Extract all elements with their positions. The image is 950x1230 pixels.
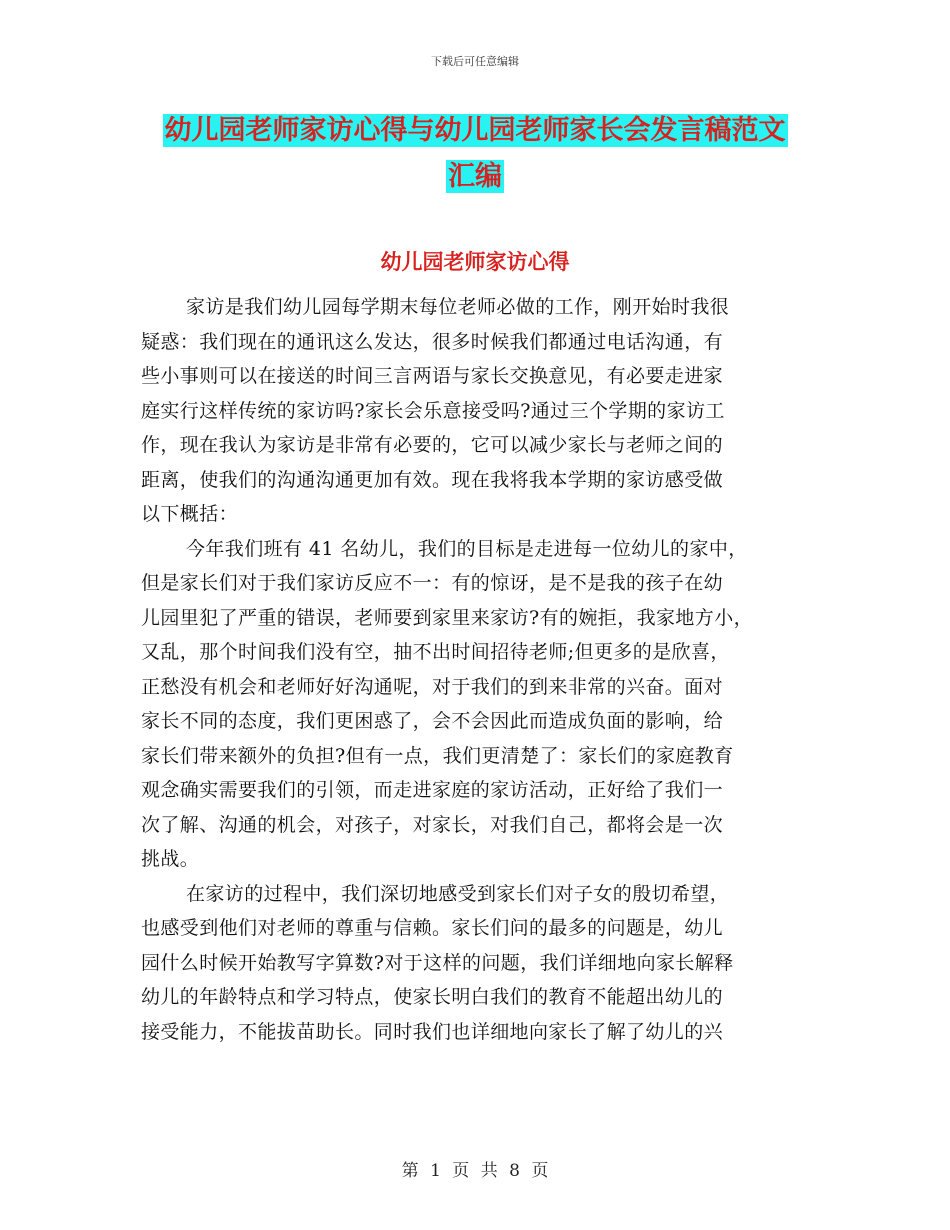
text-line: 疑惑：我们现在的通讯这么发达，很多时候我们都通过电话沟通，有 xyxy=(141,330,724,353)
text-line: 正愁没有机会和老师好好沟通呢，对于我们的到来非常的兴奋。面对 xyxy=(141,675,724,698)
text-line: 作，现在我认为家访是非常有必要的，它可以减少家长与老师之间的 xyxy=(141,434,724,456)
text-line: 次了解、沟通的机会，对孩子，对家长，对我们自己，都将会是一次 xyxy=(141,813,724,836)
paragraph-2 xyxy=(141,532,821,877)
paragraph-1 xyxy=(141,290,821,532)
text-line: 今年我们班有 41 名幼儿，我们的目标是走进每一位幼儿的家中， xyxy=(186,537,748,560)
section-title: 幼儿园老师家访心得 xyxy=(380,250,570,274)
text-line: 又乱，那个时间我们没有空，抽不出时间招待老师;但更多的是欣喜， xyxy=(141,641,730,663)
body-text xyxy=(141,290,821,1049)
text-line: 园什么时候开始教写字算数?对于这样的问题，我们详细地向家长解释 xyxy=(141,951,734,974)
document-title xyxy=(150,108,800,200)
text-line: 接受能力，不能拔苗助长。同时我们也详细地向家长了解了幼儿的兴 xyxy=(141,1020,724,1043)
paragraph-3 xyxy=(141,877,821,1050)
text-line: 以下概括： xyxy=(141,503,239,525)
text-line: 挑战。 xyxy=(141,848,200,870)
text-line: 庭实行这样传统的家访吗?家长会乐意接受吗?通过三个学期的家访工 xyxy=(141,399,725,422)
document-title-line-2: 汇编 xyxy=(448,161,502,192)
text-line: 在家访的过程中，我们深切地感受到家长们对子女的殷切希望， xyxy=(186,882,730,905)
page-number: 第 1 页 共 8 页 xyxy=(401,1161,549,1181)
text-line: 观念确实需要我们的引领，而走进家庭的家访活动，正好给了我们一 xyxy=(141,779,724,801)
text-line: 幼儿的年龄特点和学习特点，使家长明白我们的教育不能超出幼儿的 xyxy=(141,986,724,1008)
text-line: 些小事则可以在接送的时间三言两语与家长交换意见，有必要走进家 xyxy=(141,365,724,387)
text-line: 也感受到他们对老师的尊重与信赖。家长们问的最多的问题是，幼儿 xyxy=(141,917,724,939)
text-line: 儿园里犯了严重的错误，老师要到家里来家访?有的婉拒，我家地方小， xyxy=(141,606,753,629)
header-note: 下载后可任意编辑 xyxy=(431,55,519,68)
text-line: 家长不同的态度，我们更困惑了，会不会因此而造成负面的影响，给 xyxy=(141,710,724,732)
text-line: 家访是我们幼儿园每学期末每位老师必做的工作，刚开始时我很 xyxy=(186,296,730,318)
text-line: 但是家长们对于我们家访反应不一：有的惊讶，是不是我的孩子在幼 xyxy=(141,572,724,594)
text-line: 家长们带来额外的负担?但有一点，我们更清楚了：家长们的家庭教育 xyxy=(141,744,734,767)
text-line: 距离，使我们的沟通沟通更加有效。现在我将我本学期的家访感受做 xyxy=(141,468,724,491)
document-title-line-1: 幼儿园老师家访心得与幼儿园老师家长会发言稿范文 xyxy=(164,115,786,146)
